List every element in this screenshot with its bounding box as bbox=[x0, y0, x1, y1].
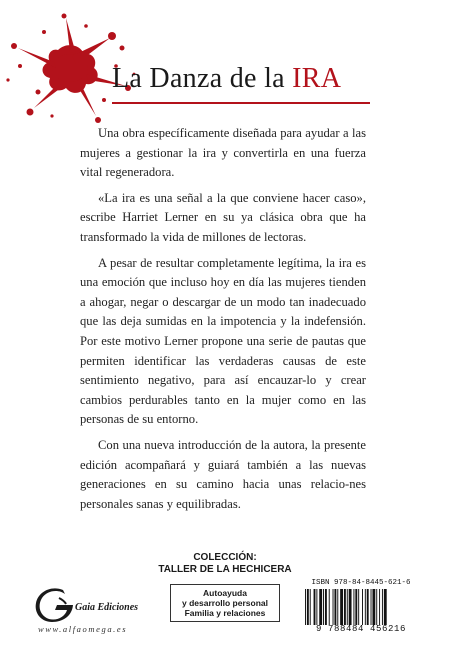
synopsis-paragraph: A pesar de resultar completamente legítima, la ira es una emoción que incluso hoy en día las mujeres tienden a ahogar, negar o descargar de un modo tan inadecuado que las deja sumidas en la impotencia y la indefensión. Por este motivo Lerner propone una serie de pautas que permiten identificar las verdaderas causas de este sentimiento negativo, para así encauzar-lo y crear cambios perdurables tanto en la mujer como en las personas de su entorno. bbox=[80, 255, 366, 427]
barcode-bar bbox=[310, 589, 311, 625]
isbn-barcode-block bbox=[296, 579, 426, 635]
isbn-label: ISBN 978-84-8445-621-6 bbox=[311, 579, 411, 587]
book-title bbox=[112, 62, 341, 96]
category-box bbox=[170, 584, 280, 622]
publisher-logo bbox=[35, 588, 145, 624]
category-line: Familia y relaciones bbox=[184, 608, 266, 618]
barcode-bar bbox=[333, 589, 334, 625]
publisher-name: Gaia Ediciones bbox=[75, 602, 139, 613]
synopsis-paragraph: Una obra específicamente diseñada para ayudar a las mujeres a gestionar la ira y convertirla en una fuerza vital regeneradora. bbox=[80, 126, 366, 180]
barcode-bar bbox=[319, 589, 322, 625]
barcode-bar bbox=[307, 589, 309, 625]
barcode-bar bbox=[340, 589, 343, 625]
barcode-bar bbox=[358, 589, 359, 625]
publisher-website: www.alfaomega.es bbox=[38, 624, 128, 634]
barcode-bar bbox=[353, 589, 354, 625]
collection-heading bbox=[140, 552, 310, 576]
barcode-bar bbox=[344, 589, 346, 625]
barcode-bar bbox=[323, 589, 324, 625]
barcode-bar bbox=[349, 589, 352, 625]
barcode-icon bbox=[304, 589, 422, 625]
barcode-digits: 9 788484 456216 bbox=[315, 624, 406, 634]
barcode-bar bbox=[334, 589, 336, 625]
barcode-bar bbox=[347, 589, 348, 625]
barcode-bar bbox=[365, 589, 366, 625]
barcode-bar bbox=[337, 589, 338, 625]
synopsis-paragraph: «La ira es una señal a la que conviene hacer caso», escribe Harriet Lerner en su ya clásica obra que ha transformado la vida de millones de lectoras. bbox=[80, 190, 366, 244]
category-line: y desarrollo personal bbox=[182, 598, 268, 608]
barcode-bar bbox=[382, 589, 383, 625]
barcode-bar bbox=[305, 589, 306, 625]
barcode-bar bbox=[379, 589, 380, 625]
title-underline bbox=[112, 102, 370, 104]
barcode-bar bbox=[372, 589, 375, 625]
category-line: Autoayuda bbox=[203, 588, 247, 598]
title-accent: IRA bbox=[292, 63, 342, 94]
gaia-logo-icon bbox=[35, 588, 75, 622]
barcode-bar bbox=[316, 589, 317, 625]
synopsis bbox=[80, 124, 366, 520]
title-main: La Danza de la bbox=[112, 63, 293, 94]
barcode-bar bbox=[367, 589, 369, 625]
collection-label: COLECCIÓN: bbox=[193, 552, 257, 563]
barcode-bar bbox=[329, 589, 330, 625]
barcode-bar bbox=[362, 589, 363, 625]
barcode-bar bbox=[325, 589, 327, 625]
collection-name: TALLER DE LA HECHICERA bbox=[158, 564, 292, 575]
barcode-bar bbox=[384, 589, 387, 625]
synopsis-paragraph: Con una nueva introducción de la autora, la presente edición acompañará y guiará también a las nuevas generaciones en su camino hacia unas relacio-nes personales sanas y equilibradas. bbox=[80, 437, 366, 511]
barcode-bar bbox=[355, 589, 357, 625]
barcode-bar bbox=[371, 589, 372, 625]
barcode-bar bbox=[314, 589, 316, 625]
barcode-bar bbox=[376, 589, 377, 625]
